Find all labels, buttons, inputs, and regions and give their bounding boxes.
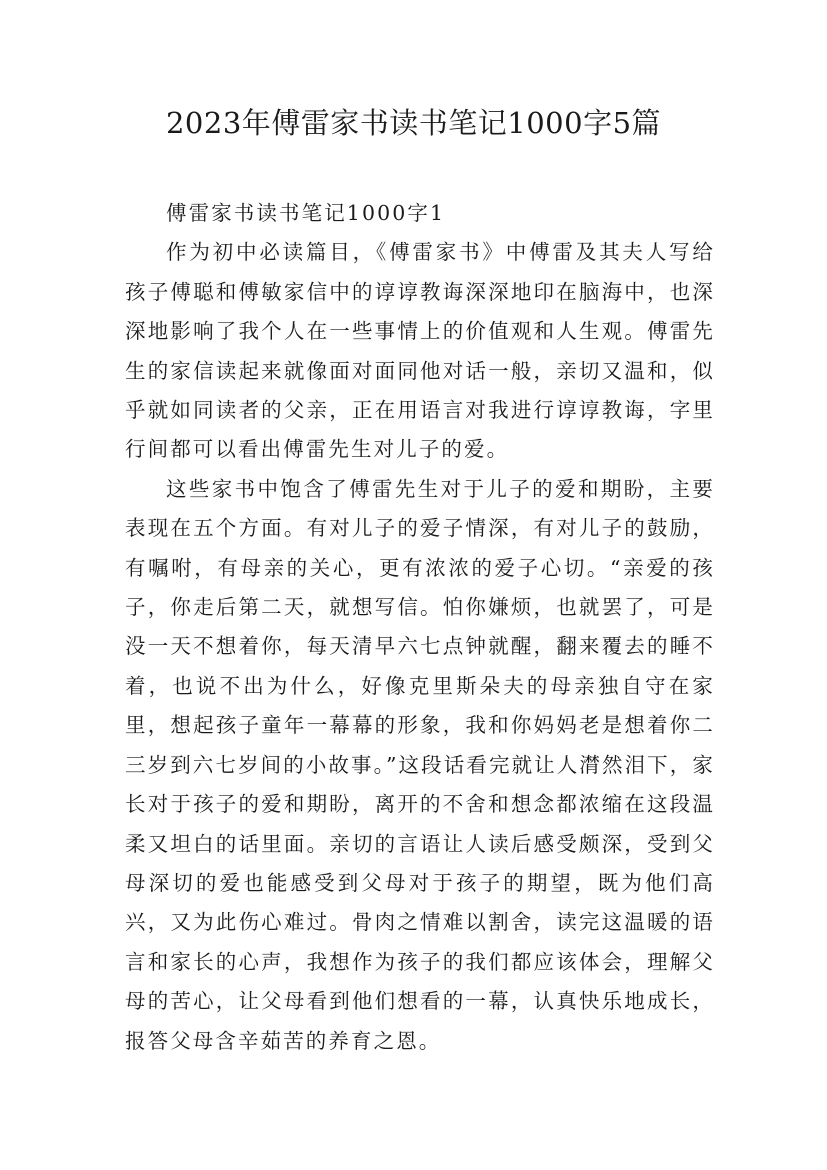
section-heading: 傅雷家书读书笔记1000字1 <box>166 201 446 225</box>
document-title: 2023年傅雷家书读书笔记1000字5篇 <box>165 106 662 140</box>
paragraph-2: 这些家书中饱含了傅雷先生对于儿子的爱和期盼，主要表现在五个方面。有对儿子的爱子情深，有对儿子的鼓励，有嘱咐，有母亲的关心，更有浓浓的爱子心切。“亲爱的孩子，你走后第二天，就想写信。怕你嫌烦，也就罢了，可是没一天不想着你，每天清早六七点钟就醒，翻来覆去的睡不着，也说不出为什么，好像克里斯朵夫的母亲独自守在家里，想起孩子童年一幕幕的形象，我和你妈妈老是想着你二三岁到六七岁间的小故事。”这段话看完就让人潸然泪下，家长对于孩子的爱和期盼，离开的不舍和想念都浓缩在这段温柔又坦白的话里面。亲切的言语让人读后感受颇深，受到父母深切的爱也能感受到父母对于孩子的期望，既为他们高兴，又为此伤心难过。骨肉之情难以割舍，读完这温暖的语言和家长的心声，我想作为孩子的我们都应该体会，理解父母的苦心，让父母看到他们想看的一幕，认真快乐地成长，报答父母含辛茹苦的养育之恩。 <box>125 476 715 1053</box>
paragraph-1: 作为初中必读篇目，《傅雷家书》中傅雷及其夫人写给孩子傅聪和傅敏家信中的谆谆教诲深深地印在脑海中，也深深地影响了我个人在一些事情上的价值观和人生观。傅雷先生的家信读起来就像面对面同他对话一般，亲切又温和，似乎就如同读者的父亲，正在用语言对我进行谆谆教诲，字里行间都可以看出傅雷先生对儿子的爱。 <box>125 240 715 462</box>
document-body <box>125 194 715 1061</box>
